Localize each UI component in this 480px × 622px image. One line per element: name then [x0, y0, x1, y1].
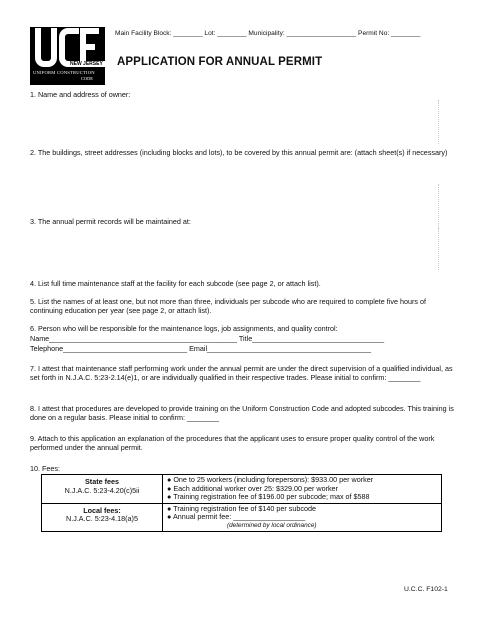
question-6: 6. Person who will be responsible for the maintenance logs, job assignments, and quality control:	[30, 324, 338, 333]
answer-area-guide	[438, 100, 439, 144]
state-fee-item: ● Training registration fee of $196.00 per subcode; max of $588	[167, 492, 370, 501]
state-fees-row	[42, 475, 442, 504]
logo-badge: NEW JERSEY	[70, 61, 103, 67]
fees-table	[41, 474, 442, 532]
question-4: 4. List full time maintenance staff at the facility for each subcode (see page 2, or attach list).	[30, 279, 321, 288]
local-fees-ref: N.J.A.C. 5:23-4.18(a)5	[66, 514, 138, 523]
question-8: 8. I attest that procedures are developed to provide training on the Uniform Construction Code and adopted subcodes. This training is done on a regular basis. Please initial to confirm: ________	[30, 404, 454, 422]
question-9: 9. Attach to this application an explanation of the procedures that the applicant uses to ensure proper quality control of the work performed under the annual permit.	[30, 434, 435, 452]
question-2: 2. The buildings, street addresses (including blocks and lots), to be covered by this annual permit are: (attach sheet(s) if necessary)	[30, 148, 448, 157]
local-fees-row	[42, 503, 442, 532]
question-1: 1. Name and address of owner:	[30, 90, 131, 99]
question-10: 10. Fees:	[30, 464, 60, 473]
q6-telephone-email-field[interactable]: Telephone_______________________________ Email_________________________________________	[30, 344, 371, 353]
form-code-footer: U.C.C. F102-1	[404, 586, 448, 593]
local-fee-note: (determined by local ordinance)	[227, 521, 317, 529]
state-fees-ref: N.J.A.C. 5:23-4.20(c)5ii	[64, 485, 140, 495]
logo-text-line1: UNIFORM CONSTRUCTION	[33, 70, 95, 75]
local-fees-title: Local fees:	[83, 505, 121, 515]
page-title: APPLICATION FOR ANNUAL PERMIT	[117, 56, 323, 68]
state-fees-title: State fees	[85, 477, 119, 486]
logo-text-line2: CODE	[81, 76, 93, 81]
facility-header-line[interactable]: Main Facility Block: ________ Lot: ________ Municipality: ___________________ Permit No: ________	[115, 30, 421, 37]
question-5: 5. List the names of at least one, but not more than three, individuals per subcode who are required to complete five hours of continuing education per year (see page 2, or attach list).	[30, 297, 426, 315]
q6-name-title-field[interactable]: Name_______________________________________________ Title_________________________________	[30, 334, 385, 343]
ucc-logo	[30, 27, 105, 85]
question-3: 3. The annual permit records will be maintained at:	[30, 217, 191, 226]
answer-area-guide	[438, 228, 439, 270]
question-7: 7. I attest that maintenance staff performing work under the annual permit are under the direct supervision of a qualified individual, as set forth in N.J.A.C. 5:23-2.14(e)1, or are individually qualified in their respective trades. Please initial to confirm: ________	[30, 364, 453, 382]
state-fee-item: ● One to 25 workers (including forepersons): $933.00 per worker	[167, 475, 374, 484]
annual-permit-fee-field[interactable]: ● Annual permit fee: __________________	[167, 512, 306, 521]
answer-area-guide	[438, 184, 439, 228]
state-fee-item: ● Each additional worker over 25: $329.00 per worker	[167, 483, 338, 493]
local-fee-item: ● Training registration fee of $140 per subcode	[167, 503, 316, 513]
